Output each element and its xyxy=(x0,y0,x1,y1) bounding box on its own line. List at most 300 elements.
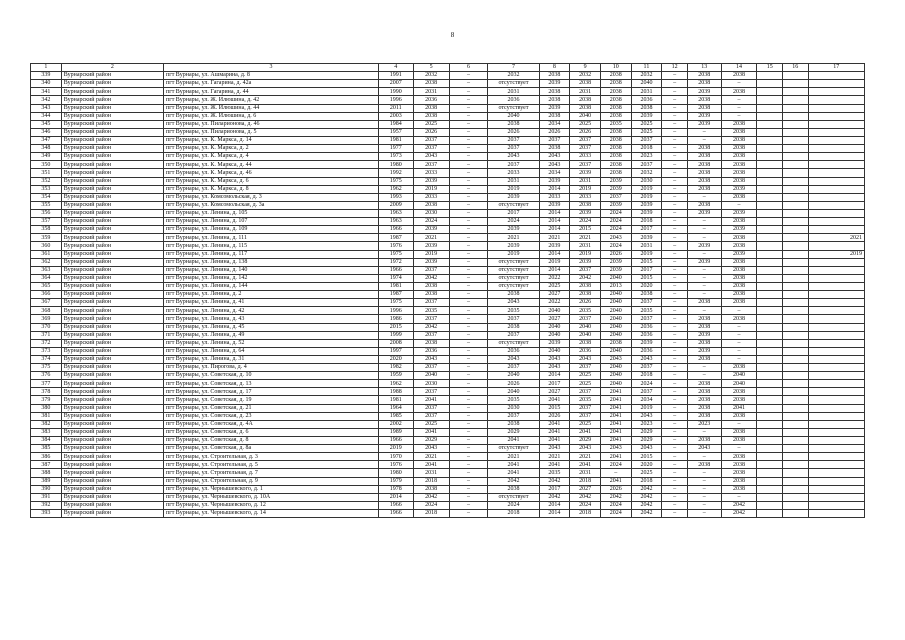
table-cell-col-3: пгт Вурнары, ул. Пирогова, д. 4 xyxy=(164,364,379,372)
column-number-1: 1 xyxy=(31,64,62,72)
table-cell-col-9: 2026 xyxy=(570,299,601,307)
table-cell-col-1: 351 xyxy=(31,169,62,177)
housing-register-table xyxy=(30,63,865,518)
table-cell-col-8: 2014 xyxy=(539,218,570,226)
table-cell-col-16 xyxy=(783,323,809,331)
table-cell-col-8: 2017 xyxy=(539,485,570,493)
table-cell-col-5: 2037 xyxy=(413,388,449,396)
table-cell-col-14: – xyxy=(721,96,757,104)
table-cell-col-14: 2038 xyxy=(721,388,757,396)
table-cell-col-5: 2037 xyxy=(413,364,449,372)
table-cell-col-15 xyxy=(757,120,783,128)
table-cell-col-15 xyxy=(757,307,783,315)
table-cell-col-7: отсутствует xyxy=(488,339,539,347)
table-cell-col-14: 2038 xyxy=(721,437,757,445)
table-cell-col-14: – xyxy=(721,355,757,363)
table-cell-col-14: 2038 xyxy=(721,234,757,242)
table-row xyxy=(31,501,865,509)
table-cell-col-6: – xyxy=(449,396,488,404)
table-cell-col-6: – xyxy=(449,493,488,501)
table-cell-col-15 xyxy=(757,226,783,234)
table-cell-col-10: 2040 xyxy=(600,274,631,282)
table-cell-col-1: 356 xyxy=(31,209,62,217)
table-cell-col-3: пгт Вурнары, ул. Ленина, д. 2 xyxy=(164,291,379,299)
table-cell-col-16 xyxy=(783,274,809,282)
table-cell-col-12: – xyxy=(662,112,688,120)
table-cell-col-16 xyxy=(783,282,809,290)
table-cell-col-17 xyxy=(808,274,864,282)
table-cell-col-3: пгт Вурнары, ул. Советская, д. 17 xyxy=(164,388,379,396)
table-cell-col-17 xyxy=(808,136,864,144)
table-cell-col-6: – xyxy=(449,404,488,412)
table-cell-col-14: 2041 xyxy=(721,404,757,412)
table-cell-col-7: 2043 xyxy=(488,299,539,307)
table-cell-col-4: 1970 xyxy=(378,453,413,461)
table-cell-col-1: 347 xyxy=(31,136,62,144)
table-cell-col-15 xyxy=(757,218,783,226)
table-cell-col-1: 382 xyxy=(31,420,62,428)
table-cell-col-15 xyxy=(757,145,783,153)
table-cell-col-17 xyxy=(808,372,864,380)
table-cell-col-9: 2019 xyxy=(570,185,601,193)
table-cell-col-5: 2037 xyxy=(413,266,449,274)
table-cell-col-16 xyxy=(783,404,809,412)
table-cell-col-14: 2038 xyxy=(721,274,757,282)
table-cell-col-4: 1981 xyxy=(378,136,413,144)
table-cell-col-12: – xyxy=(662,274,688,282)
table-cell-col-13: 2023 xyxy=(687,420,721,428)
table-cell-col-8: 2041 xyxy=(539,420,570,428)
table-cell-col-17 xyxy=(808,169,864,177)
table-cell-col-4: 2020 xyxy=(378,355,413,363)
table-cell-col-10: 2040 xyxy=(600,347,631,355)
table-cell-col-6: – xyxy=(449,145,488,153)
table-cell-col-15 xyxy=(757,461,783,469)
table-cell-col-1: 373 xyxy=(31,347,62,355)
table-cell-col-3: пгт Вурнары, ул. Чернышевского, д. 1 xyxy=(164,485,379,493)
table-cell-col-16 xyxy=(783,388,809,396)
table-cell-col-1: 386 xyxy=(31,453,62,461)
table-cell-col-1: 389 xyxy=(31,477,62,485)
table-cell-col-17: 2021 xyxy=(808,234,864,242)
table-cell-col-16 xyxy=(783,347,809,355)
table-cell-col-6: – xyxy=(449,226,488,234)
table-cell-col-12: – xyxy=(662,372,688,380)
table-cell-col-17 xyxy=(808,420,864,428)
table-cell-col-6: – xyxy=(449,80,488,88)
table-cell-col-7: 2032 xyxy=(488,72,539,80)
table-cell-col-17 xyxy=(808,161,864,169)
table-cell-col-12: – xyxy=(662,437,688,445)
table-cell-col-2: Вурнарский район xyxy=(61,72,163,80)
table-cell-col-13: – xyxy=(687,477,721,485)
table-cell-col-5: 2041 xyxy=(413,461,449,469)
table-cell-col-13: – xyxy=(687,485,721,493)
table-row xyxy=(31,80,865,88)
table-cell-col-11: 2029 xyxy=(631,437,662,445)
table-cell-col-13: 2039 xyxy=(687,120,721,128)
table-cell-col-2: Вурнарский район xyxy=(61,234,163,242)
table-cell-col-11: 2039 xyxy=(631,201,662,209)
table-cell-col-3: пгт Вурнары, ул. Пиларионова, д. 5 xyxy=(164,128,379,136)
table-cell-col-3: пгт Вурнары, ул. Ленина, д. 117 xyxy=(164,250,379,258)
table-cell-col-10: 2038 xyxy=(600,169,631,177)
table-cell-col-17 xyxy=(808,80,864,88)
table-cell-col-11: 2023 xyxy=(631,153,662,161)
table-cell-col-3: пгт Вурнары, ул. Строительная, д. 3 xyxy=(164,453,379,461)
table-cell-col-12: – xyxy=(662,299,688,307)
table-cell-col-15 xyxy=(757,209,783,217)
table-cell-col-8: 2021 xyxy=(539,234,570,242)
table-cell-col-6: – xyxy=(449,347,488,355)
table-row xyxy=(31,396,865,404)
table-cell-col-1: 353 xyxy=(31,185,62,193)
table-cell-col-1: 365 xyxy=(31,282,62,290)
table-cell-col-15 xyxy=(757,291,783,299)
table-cell-col-4: 2003 xyxy=(378,112,413,120)
table-cell-col-13: 2038 xyxy=(687,201,721,209)
table-cell-col-14: 2038 xyxy=(721,242,757,250)
table-cell-col-17: 2019 xyxy=(808,250,864,258)
table-cell-col-8: 2022 xyxy=(539,299,570,307)
table-cell-col-13: 2038 xyxy=(687,404,721,412)
table-cell-col-9: 2037 xyxy=(570,161,601,169)
table-cell-col-13: 2038 xyxy=(687,177,721,185)
table-cell-col-6: – xyxy=(449,299,488,307)
table-cell-col-16 xyxy=(783,372,809,380)
table-cell-col-9: 2018 xyxy=(570,477,601,485)
column-number-13: 13 xyxy=(687,64,721,72)
table-cell-col-16 xyxy=(783,364,809,372)
table-cell-col-16 xyxy=(783,315,809,323)
column-number-15: 15 xyxy=(757,64,783,72)
table-cell-col-13: 2038 xyxy=(687,161,721,169)
table-cell-col-2: Вурнарский район xyxy=(61,193,163,201)
table-row xyxy=(31,453,865,461)
table-cell-col-2: Вурнарский район xyxy=(61,291,163,299)
table-cell-col-16 xyxy=(783,485,809,493)
table-cell-col-9: 2019 xyxy=(570,250,601,258)
table-cell-col-16 xyxy=(783,258,809,266)
table-cell-col-7: 2019 xyxy=(488,185,539,193)
column-number-12: 12 xyxy=(662,64,688,72)
table-cell-col-11: 2039 xyxy=(631,234,662,242)
table-cell-col-17 xyxy=(808,299,864,307)
table-cell-col-1: 342 xyxy=(31,96,62,104)
table-cell-col-7: 2040 xyxy=(488,388,539,396)
table-cell-col-12: – xyxy=(662,291,688,299)
table-cell-col-6: – xyxy=(449,282,488,290)
table-cell-col-12: – xyxy=(662,153,688,161)
table-cell-col-6: – xyxy=(449,209,488,217)
table-cell-col-7: 2039 xyxy=(488,226,539,234)
table-cell-col-5: 2021 xyxy=(413,453,449,461)
table-cell-col-4: 1975 xyxy=(378,250,413,258)
table-cell-col-7: 2037 xyxy=(488,331,539,339)
table-cell-col-16 xyxy=(783,96,809,104)
table-cell-col-5: 2037 xyxy=(413,145,449,153)
table-cell-col-9: 2035 xyxy=(570,307,601,315)
table-cell-col-15 xyxy=(757,128,783,136)
table-cell-col-2: Вурнарский район xyxy=(61,510,163,518)
table-cell-col-4: 1978 xyxy=(378,485,413,493)
table-cell-col-2: Вурнарский район xyxy=(61,477,163,485)
table-cell-col-13: 2038 xyxy=(687,380,721,388)
table-cell-col-10: 2040 xyxy=(600,364,631,372)
table-cell-col-5: 2039 xyxy=(413,242,449,250)
table-row xyxy=(31,380,865,388)
table-cell-col-6: – xyxy=(449,136,488,144)
table-cell-col-3: пгт Вурнары, ул. Советская, д. 4А xyxy=(164,420,379,428)
table-row xyxy=(31,193,865,201)
table-cell-col-8: 2014 xyxy=(539,209,570,217)
table-cell-col-6: – xyxy=(449,445,488,453)
table-cell-col-12: – xyxy=(662,266,688,274)
table-cell-col-6: – xyxy=(449,234,488,242)
page-number: 8 xyxy=(450,31,455,39)
table-cell-col-13: – xyxy=(687,282,721,290)
table-cell-col-10: 2040 xyxy=(600,331,631,339)
table-cell-col-7: 2037 xyxy=(488,412,539,420)
table-cell-col-2: Вурнарский район xyxy=(61,88,163,96)
table-row xyxy=(31,412,865,420)
table-cell-col-6: – xyxy=(449,485,488,493)
table-cell-col-15 xyxy=(757,250,783,258)
table-cell-col-4: 1963 xyxy=(378,209,413,217)
table-cell-col-7: 2036 xyxy=(488,347,539,355)
table-cell-col-11: 2043 xyxy=(631,445,662,453)
table-cell-col-16 xyxy=(783,145,809,153)
table-cell-col-10: 2041 xyxy=(600,428,631,436)
table-cell-col-5: 2042 xyxy=(413,323,449,331)
table-cell-col-11: 2042 xyxy=(631,493,662,501)
table-cell-col-7: 2042 xyxy=(488,477,539,485)
table-cell-col-12: – xyxy=(662,234,688,242)
table-cell-col-6: – xyxy=(449,218,488,226)
table-cell-col-9: 2037 xyxy=(570,412,601,420)
table-cell-col-10: 2038 xyxy=(600,104,631,112)
table-cell-col-5: 2037 xyxy=(413,412,449,420)
table-cell-col-13: – xyxy=(687,372,721,380)
table-cell-col-7: 2031 xyxy=(488,177,539,185)
table-row xyxy=(31,291,865,299)
table-cell-col-14: 2038 xyxy=(721,428,757,436)
table-cell-col-12: – xyxy=(662,104,688,112)
table-row xyxy=(31,461,865,469)
table-cell-col-13: 2038 xyxy=(687,412,721,420)
table-cell-col-10: 2040 xyxy=(600,372,631,380)
table-cell-col-17 xyxy=(808,153,864,161)
table-cell-col-14: 2039 xyxy=(721,226,757,234)
table-cell-col-7: отсутствует xyxy=(488,274,539,282)
table-cell-col-2: Вурнарский район xyxy=(61,364,163,372)
table-cell-col-16 xyxy=(783,501,809,509)
table-cell-col-3: пгт Вурнары, ул. Ж. Илюшина, д. 44 xyxy=(164,104,379,112)
table-cell-col-4: 1977 xyxy=(378,145,413,153)
table-cell-col-17 xyxy=(808,364,864,372)
table-cell-col-2: Вурнарский район xyxy=(61,355,163,363)
table-cell-col-7: 2035 xyxy=(488,396,539,404)
table-cell-col-11: 2018 xyxy=(631,145,662,153)
table-cell-col-3: пгт Вурнары, ул. Ленина, д. 144 xyxy=(164,282,379,290)
table-cell-col-12: – xyxy=(662,412,688,420)
table-cell-col-17 xyxy=(808,428,864,436)
table-cell-col-7: 2021 xyxy=(488,234,539,242)
table-row xyxy=(31,72,865,80)
table-cell-col-17 xyxy=(808,331,864,339)
table-row xyxy=(31,299,865,307)
table-cell-col-3: пгт Вурнары, ул. Гагарина, д. 42а xyxy=(164,80,379,88)
table-cell-col-6: – xyxy=(449,242,488,250)
table-cell-col-7: 2019 xyxy=(488,250,539,258)
table-cell-col-16 xyxy=(783,299,809,307)
table-cell-col-11: 2019 xyxy=(631,185,662,193)
table-cell-col-13: – xyxy=(687,218,721,226)
table-cell-col-2: Вурнарский район xyxy=(61,128,163,136)
table-cell-col-3: пгт Вурнары, ул. Ленина, д. 140 xyxy=(164,266,379,274)
table-cell-col-11: 2039 xyxy=(631,112,662,120)
table-cell-col-15 xyxy=(757,169,783,177)
table-cell-col-1: 387 xyxy=(31,461,62,469)
table-cell-col-7: отсутствует xyxy=(488,493,539,501)
table-cell-col-14: 2039 xyxy=(721,185,757,193)
table-cell-col-4: 1996 xyxy=(378,96,413,104)
table-cell-col-9: 2036 xyxy=(570,347,601,355)
table-cell-col-9: 2041 xyxy=(570,428,601,436)
table-cell-col-9: 2039 xyxy=(570,169,601,177)
table-cell-col-17 xyxy=(808,485,864,493)
table-cell-col-9: 2018 xyxy=(570,510,601,518)
table-cell-col-8: 2014 xyxy=(539,250,570,258)
table-cell-col-15 xyxy=(757,404,783,412)
table-cell-col-1: 345 xyxy=(31,120,62,128)
table-cell-col-4: 1987 xyxy=(378,291,413,299)
table-cell-col-7: 2037 xyxy=(488,364,539,372)
table-cell-col-7: 2024 xyxy=(488,218,539,226)
table-cell-col-5: 2038 xyxy=(413,112,449,120)
table-cell-col-2: Вурнарский район xyxy=(61,420,163,428)
table-cell-col-13: 2038 xyxy=(687,355,721,363)
table-cell-col-3: пгт Вурнары, ул. Ленина, д. 43 xyxy=(164,315,379,323)
table-cell-col-5: 2030 xyxy=(413,209,449,217)
table-cell-col-8: 2038 xyxy=(539,96,570,104)
table-cell-col-7: 2035 xyxy=(488,307,539,315)
table-cell-col-7: 2041 xyxy=(488,461,539,469)
table-cell-col-13: 2038 xyxy=(687,104,721,112)
table-cell-col-9: 2031 xyxy=(570,242,601,250)
table-cell-col-16 xyxy=(783,445,809,453)
table-cell-col-17 xyxy=(808,453,864,461)
table-cell-col-2: Вурнарский район xyxy=(61,282,163,290)
table-cell-col-9: 2015 xyxy=(570,226,601,234)
table-cell-col-6: – xyxy=(449,177,488,185)
table-cell-col-12: – xyxy=(662,282,688,290)
table-cell-col-10: 2040 xyxy=(600,380,631,388)
table-cell-col-6: – xyxy=(449,437,488,445)
table-row xyxy=(31,445,865,453)
table-cell-col-10: 2024 xyxy=(600,501,631,509)
table-cell-col-5: 2025 xyxy=(413,420,449,428)
table-cell-col-11: 2032 xyxy=(631,169,662,177)
table-row xyxy=(31,469,865,477)
table-cell-col-17 xyxy=(808,501,864,509)
table-cell-col-11: 2037 xyxy=(631,364,662,372)
table-cell-col-4: 1992 xyxy=(378,169,413,177)
table-cell-col-12: – xyxy=(662,80,688,88)
table-cell-col-3: пгт Вурнары, ул. К. Маркса, д. 8 xyxy=(164,185,379,193)
table-cell-col-17 xyxy=(808,291,864,299)
table-cell-col-4: 2002 xyxy=(378,420,413,428)
table-cell-col-13: – xyxy=(687,128,721,136)
table-cell-col-10: 2024 xyxy=(600,242,631,250)
table-cell-col-13: – xyxy=(687,307,721,315)
table-cell-col-13: 2039 xyxy=(687,112,721,120)
table-cell-col-1: 391 xyxy=(31,493,62,501)
table-cell-col-16 xyxy=(783,128,809,136)
table-row xyxy=(31,136,865,144)
table-cell-col-5: 2018 xyxy=(413,477,449,485)
table-cell-col-14: – xyxy=(721,307,757,315)
table-cell-col-3: пгт Вурнары, ул. Строительная, д. 5 xyxy=(164,461,379,469)
table-cell-col-2: Вурнарский район xyxy=(61,209,163,217)
table-cell-col-10: 2039 xyxy=(600,266,631,274)
table-cell-col-3: пгт Вурнары, ул. К. Маркса, д. 6 xyxy=(164,177,379,185)
table-cell-col-14: – xyxy=(721,323,757,331)
table-cell-col-10: 2038 xyxy=(600,72,631,80)
table-cell-col-7: 2037 xyxy=(488,315,539,323)
table-cell-col-12: – xyxy=(662,88,688,96)
table-cell-col-9: 2033 xyxy=(570,153,601,161)
table-cell-col-16 xyxy=(783,437,809,445)
table-cell-col-16 xyxy=(783,510,809,518)
table-cell-col-11: 2039 xyxy=(631,209,662,217)
table-cell-col-13: 2038 xyxy=(687,72,721,80)
table-cell-col-2: Вурнарский район xyxy=(61,445,163,453)
table-cell-col-17 xyxy=(808,120,864,128)
table-cell-col-1: 354 xyxy=(31,193,62,201)
table-cell-col-17 xyxy=(808,493,864,501)
table-cell-col-1: 390 xyxy=(31,485,62,493)
table-cell-col-11: 2031 xyxy=(631,88,662,96)
table-cell-col-7: 2038 xyxy=(488,420,539,428)
table-cell-col-6: – xyxy=(449,355,488,363)
column-number-9: 9 xyxy=(570,64,601,72)
table-cell-col-6: – xyxy=(449,112,488,120)
table-cell-col-12: – xyxy=(662,453,688,461)
table-cell-col-15 xyxy=(757,72,783,80)
table-cell-col-9: 2037 xyxy=(570,404,601,412)
table-cell-col-9: 2024 xyxy=(570,501,601,509)
table-cell-col-7: 2017 xyxy=(488,209,539,217)
table-cell-col-17 xyxy=(808,145,864,153)
table-cell-col-3: пгт Вурнары, ул. Ленина, д. 142 xyxy=(164,274,379,282)
table-cell-col-1: 369 xyxy=(31,315,62,323)
table-cell-col-9: 2025 xyxy=(570,420,601,428)
table-cell-col-4: 1981 xyxy=(378,282,413,290)
table-cell-col-10: 2041 xyxy=(600,420,631,428)
table-cell-col-4: 1963 xyxy=(378,218,413,226)
table-cell-col-6: – xyxy=(449,315,488,323)
table-cell-col-9: 2025 xyxy=(570,380,601,388)
table-cell-col-10: 2040 xyxy=(600,307,631,315)
table-cell-col-3: пгт Вурнары, ул. Ленина, д. 111 xyxy=(164,234,379,242)
table-row xyxy=(31,242,865,250)
table-cell-col-4: 1980 xyxy=(378,469,413,477)
table-cell-col-1: 357 xyxy=(31,218,62,226)
table-cell-col-12: – xyxy=(662,226,688,234)
table-cell-col-16 xyxy=(783,453,809,461)
table-cell-col-12: – xyxy=(662,218,688,226)
